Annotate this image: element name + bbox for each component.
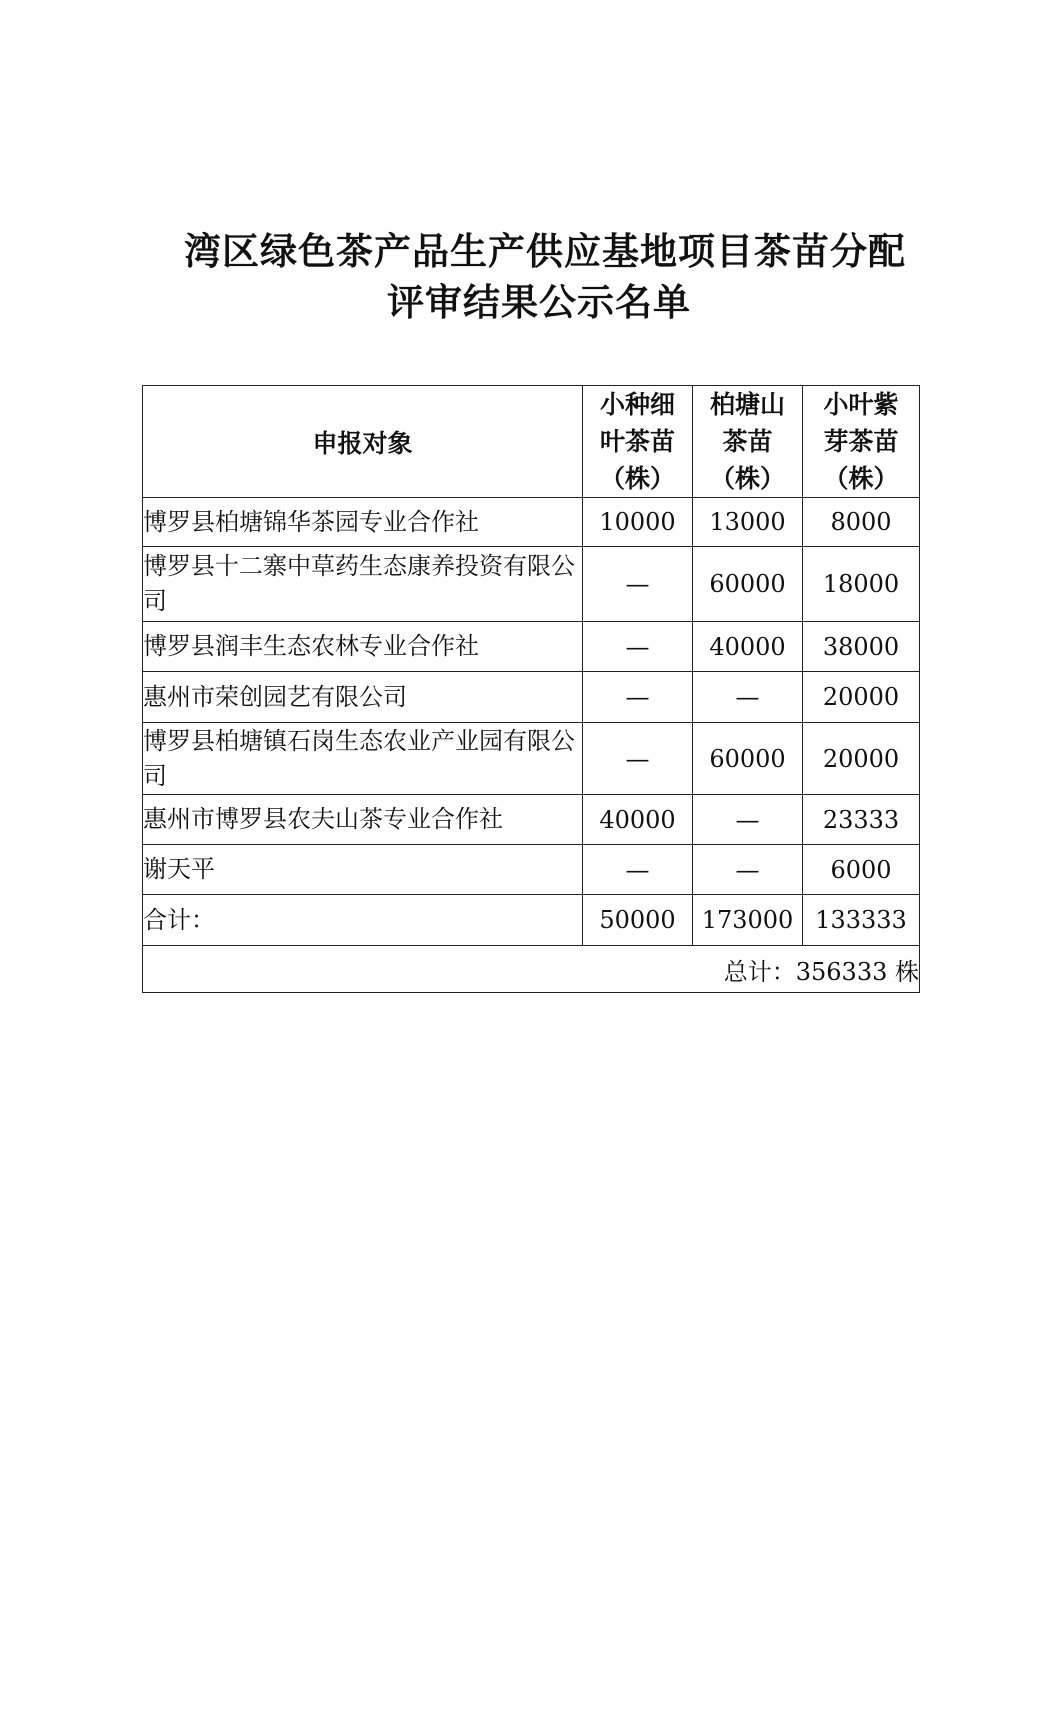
cell-purple-bud: 6000 — [803, 845, 920, 895]
table-row — [143, 672, 920, 723]
allocation-table — [142, 385, 920, 993]
cell-baitang: 60000 — [693, 547, 803, 622]
cell-baitang: — — [693, 672, 803, 723]
cell-baitang: 40000 — [693, 622, 803, 672]
header-small-leaf-seedlings: 小种细 叶茶苗 （株） — [583, 386, 693, 498]
applicant-name: 惠州市荣创园艺有限公司 — [143, 672, 583, 723]
table-header-row — [143, 386, 920, 498]
header-purple-bud-seedlings: 小叶紫 芽茶苗 （株） — [803, 386, 920, 498]
cell-baitang: — — [693, 845, 803, 895]
cell-small-leaf: — — [583, 672, 693, 723]
subtotal-label: 合计： — [143, 895, 583, 946]
grand-total-row — [143, 946, 920, 993]
table-row — [143, 498, 920, 547]
cell-purple-bud: 8000 — [803, 498, 920, 547]
document-title-line-2: 评审结果公示名单 — [387, 281, 691, 324]
table-row — [143, 547, 920, 622]
cell-baitang: — — [693, 795, 803, 845]
applicant-name: 谢天平 — [143, 845, 583, 895]
header-baitang-mountain-seedlings: 柏塘山 茶苗 （株） — [693, 386, 803, 498]
table-row — [143, 622, 920, 672]
subtotal-row — [143, 895, 920, 946]
cell-purple-bud: 38000 — [803, 622, 920, 672]
applicant-name: 博罗县十二寨中草药生态康养投资有限公司 — [143, 547, 583, 622]
header-applicant: 申报对象 — [143, 386, 583, 498]
applicant-name: 博罗县润丰生态农林专业合作社 — [143, 622, 583, 672]
cell-small-leaf: — — [583, 845, 693, 895]
table-row — [143, 795, 920, 845]
subtotal-small-leaf: 50000 — [583, 895, 693, 946]
cell-small-leaf: — — [583, 622, 693, 672]
applicant-name: 博罗县柏塘锦华茶园专业合作社 — [143, 498, 583, 547]
cell-purple-bud: 20000 — [803, 672, 920, 723]
table-row — [143, 845, 920, 895]
cell-baitang: 13000 — [693, 498, 803, 547]
cell-purple-bud: 23333 — [803, 795, 920, 845]
cell-small-leaf: — — [583, 547, 693, 622]
subtotal-purple-bud: 133333 — [803, 895, 920, 946]
grand-total: 总计：356333 株 — [143, 946, 920, 993]
applicant-name: 惠州市博罗县农夫山茶专业合作社 — [143, 795, 583, 845]
cell-small-leaf: — — [583, 723, 693, 795]
table-row — [143, 723, 920, 795]
cell-small-leaf: 10000 — [583, 498, 693, 547]
cell-small-leaf: 40000 — [583, 795, 693, 845]
cell-purple-bud: 18000 — [803, 547, 920, 622]
subtotal-baitang: 173000 — [693, 895, 803, 946]
cell-baitang: 60000 — [693, 723, 803, 795]
cell-purple-bud: 20000 — [803, 723, 920, 795]
document-title-line-1: 湾区绿色茶产品生产供应基地项目茶苗分配 — [184, 230, 906, 273]
applicant-name: 博罗县柏塘镇石岗生态农业产业园有限公司 — [143, 723, 583, 795]
